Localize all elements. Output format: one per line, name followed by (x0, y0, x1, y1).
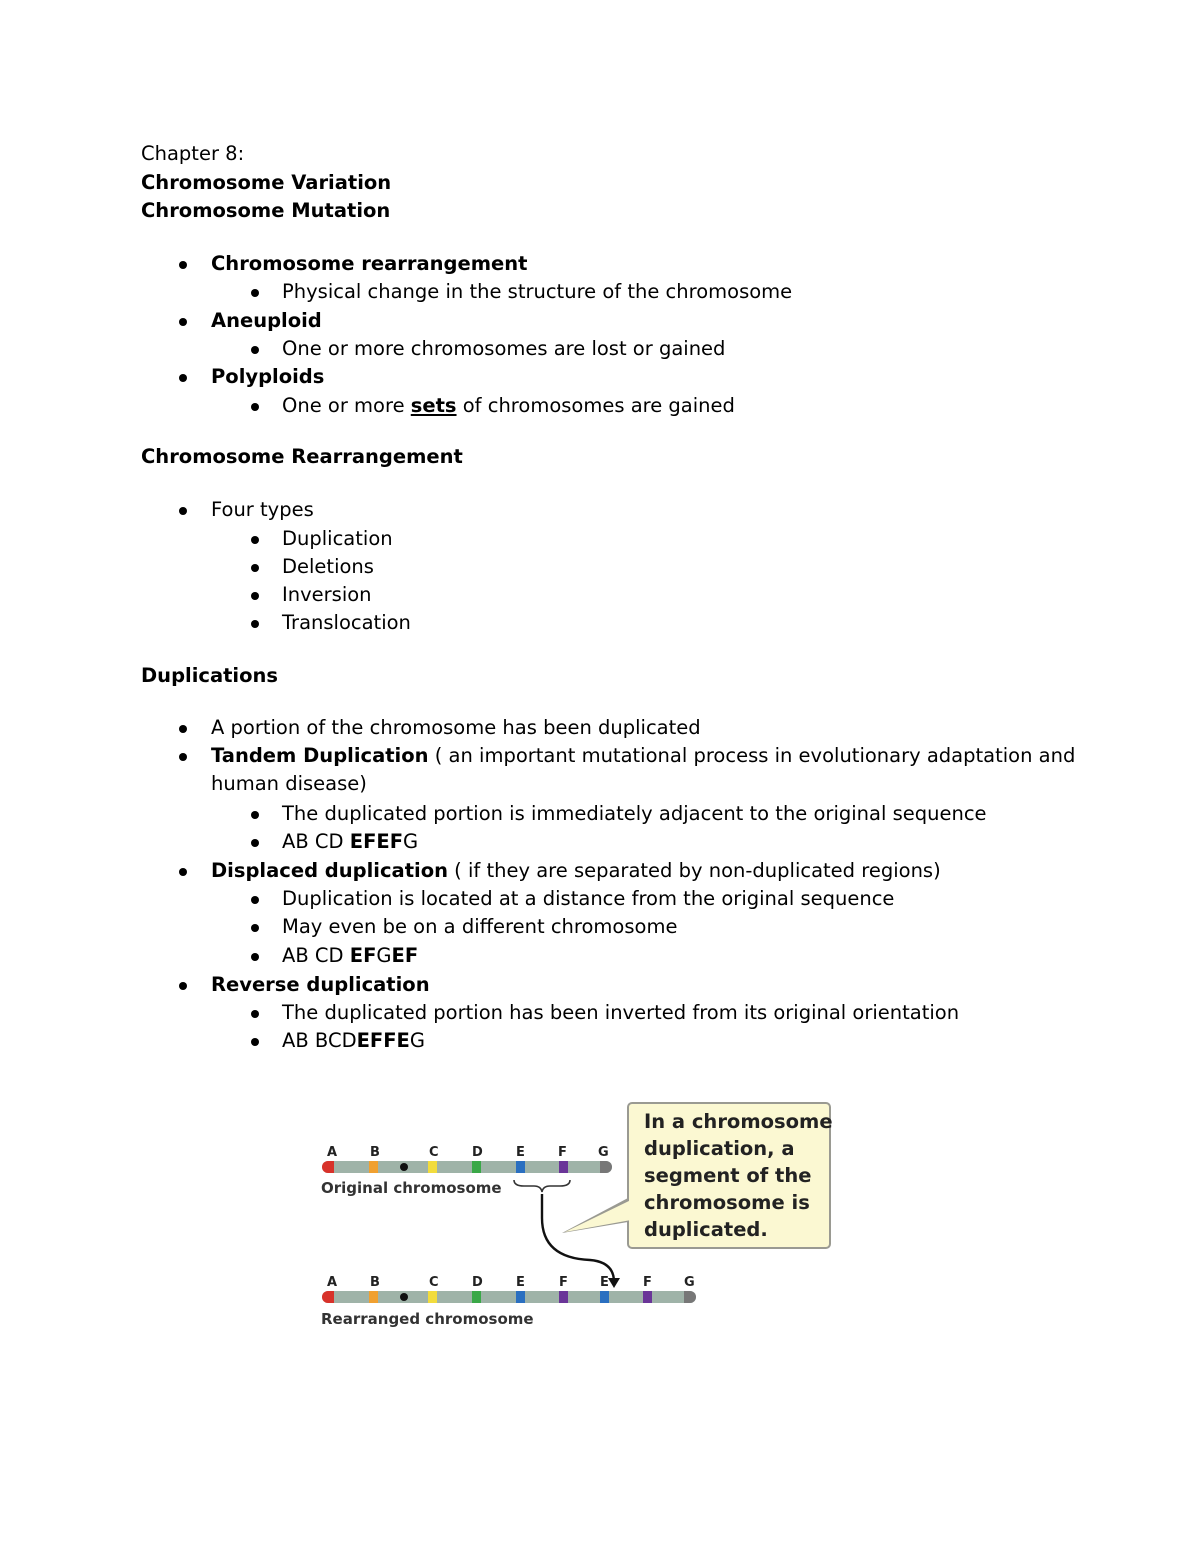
centromere (400, 1163, 408, 1171)
rear-label-c: C (429, 1275, 439, 1290)
dup-portion: A portion of the chromosome has been duplicated (211, 716, 701, 739)
tandem-desc-cont: human disease) (211, 772, 367, 795)
type-inversion: Inversion (282, 583, 372, 606)
callout-line-4: chromosome is (644, 1191, 810, 1214)
reverse-sub: The duplicated portion has been inverted from its original orientation (282, 1001, 960, 1024)
def-polyploids: One or more sets of chromosomes are gained (282, 394, 735, 417)
callout-line-5: duplicated. (644, 1218, 768, 1241)
bullet-icon (179, 725, 187, 733)
heading-duplications: Duplications (141, 664, 279, 687)
orig-label-b: B (370, 1145, 380, 1160)
bullet-icon (251, 839, 259, 847)
rearranged-chromosome-caption: Rearranged chromosome (321, 1310, 534, 1328)
bullet-icon (179, 753, 187, 761)
displaced-duplication: Displaced duplication ( if they are separated by non-duplicated regions) (211, 859, 941, 882)
term-aneuploid: Aneuploid (211, 309, 322, 332)
callout-line-1: In a chromosome (644, 1110, 833, 1133)
band-c (428, 1291, 437, 1303)
arrowhead-icon (608, 1278, 620, 1288)
rear-label-g: G (684, 1275, 695, 1290)
duplication-figure (300, 1090, 860, 1340)
term-displaced-duplication: Displaced duplication (211, 859, 448, 882)
orig-label-f: F (558, 1145, 567, 1160)
bullet-icon (251, 346, 259, 354)
four-types: Four types (211, 498, 314, 521)
rear-label-d: D (472, 1275, 483, 1290)
duplication-arrow (542, 1194, 614, 1282)
bullet-icon (251, 403, 259, 411)
rear-label-e: E (516, 1275, 525, 1290)
bullet-icon (251, 289, 259, 297)
displaced-example: AB CD EFGEF (282, 944, 419, 967)
bullet-icon (179, 261, 187, 269)
bullet-icon (251, 1010, 259, 1018)
displaced-sub2: May even be on a different chromosome (282, 915, 678, 938)
chromosome-body (322, 1291, 696, 1303)
callout-line-2: duplication, a (644, 1137, 795, 1160)
band-f (643, 1291, 652, 1303)
bullet-icon (251, 953, 259, 961)
bullet-icon (179, 982, 187, 990)
orig-label-g: G (598, 1145, 609, 1160)
type-duplication: Duplication (282, 527, 393, 550)
band-b (369, 1161, 378, 1173)
heading-chromosome-rearrangement: Chromosome Rearrangement (141, 445, 463, 468)
term-tandem-duplication: Tandem Duplication (211, 744, 429, 767)
band-d (472, 1291, 481, 1303)
orig-label-e: E (516, 1145, 525, 1160)
rear-label-f: F (559, 1275, 568, 1290)
bullet-icon (179, 374, 187, 382)
original-chromosome-caption: Original chromosome (321, 1179, 502, 1197)
callout-line-3: segment of the (644, 1164, 812, 1187)
bullet-icon (179, 868, 187, 876)
reverse-example: AB BCDEFFEG (282, 1029, 426, 1052)
bullet-icon (251, 811, 259, 819)
type-translocation: Translocation (282, 611, 411, 634)
term-chromosome-rearrangement: Chromosome rearrangement (211, 252, 528, 275)
chromosome-body (322, 1161, 612, 1173)
displaced-sub1: Duplication is located at a distance from the original sequence (282, 887, 895, 910)
rear-label-e2: E (600, 1275, 609, 1290)
tandem-example: AB CD EFEFG (282, 830, 419, 853)
band-g (684, 1291, 696, 1303)
rear-label-f2: F (643, 1275, 652, 1290)
band-d (472, 1161, 481, 1173)
band-b (369, 1291, 378, 1303)
bullet-icon (251, 1038, 259, 1046)
def-aneuploid: One or more chromosomes are lost or gained (282, 337, 726, 360)
def-chromosome-rearrangement: Physical change in the structure of the chromosome (282, 280, 793, 303)
duplication-diagram (300, 1090, 860, 1340)
rear-label-b: B (370, 1275, 380, 1290)
centromere (400, 1293, 408, 1301)
bullet-icon (251, 924, 259, 932)
bullet-icon (179, 318, 187, 326)
term-polyploids: Polyploids (211, 365, 325, 388)
bullet-icon (251, 592, 259, 600)
title-chromosome-mutation: Chromosome Mutation (141, 199, 391, 222)
bullet-icon (251, 896, 259, 904)
bullet-icon (251, 536, 259, 544)
duplicated-segment-bracket (514, 1180, 570, 1192)
band-e (600, 1291, 609, 1303)
orig-label-c: C (429, 1145, 439, 1160)
band-a (322, 1291, 334, 1303)
band-e (516, 1161, 525, 1173)
tandem-duplication: Tandem Duplication ( an important mutational process in evolutionary adaptation and (211, 744, 1076, 767)
original-chromosome (322, 1161, 612, 1173)
type-deletions: Deletions (282, 555, 374, 578)
rearranged-chromosome (322, 1291, 696, 1303)
title-chromosome-variation: Chromosome Variation (141, 171, 392, 194)
band-g (600, 1161, 612, 1173)
orig-label-d: D (472, 1145, 483, 1160)
orig-label-a: A (327, 1145, 338, 1160)
band-a (322, 1161, 334, 1173)
callout (562, 1103, 833, 1248)
keyword-sets: sets (410, 394, 457, 417)
chapter-label: Chapter 8: (141, 142, 245, 165)
tandem-sub: The duplicated portion is immediately adjacent to the original sequence (282, 802, 987, 825)
band-f (559, 1291, 568, 1303)
bullet-icon (251, 620, 259, 628)
band-f (559, 1161, 568, 1173)
bullet-icon (179, 507, 187, 515)
band-e (516, 1291, 525, 1303)
term-reverse-duplication: Reverse duplication (211, 973, 430, 996)
band-c (428, 1161, 437, 1173)
rear-label-a: A (327, 1275, 338, 1290)
bullet-icon (251, 564, 259, 572)
